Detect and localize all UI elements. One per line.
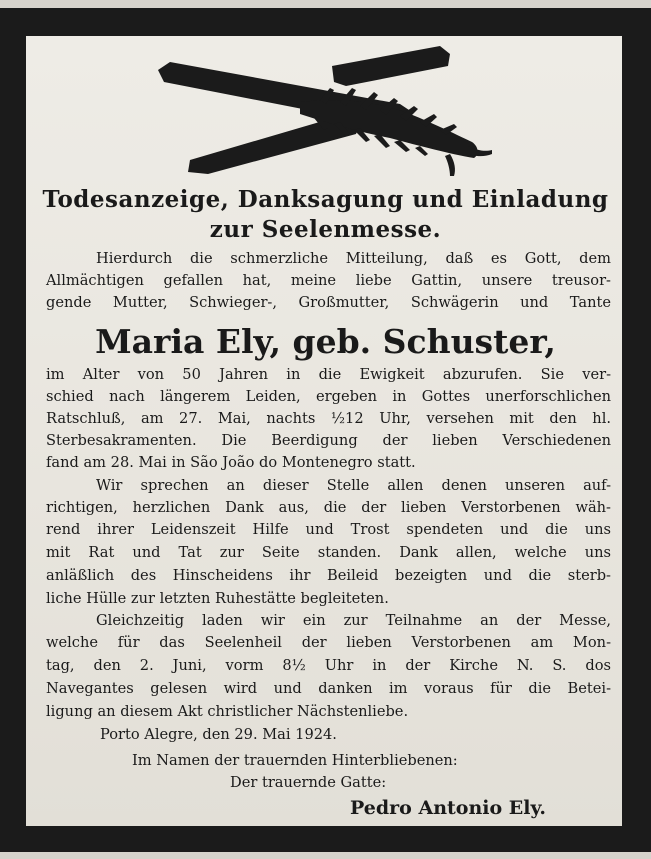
thanks-line: rend ihrer Leidenszeit Hilfe und Trost spendeten und die uns: [46, 521, 611, 538]
invitation-line: Navegantes gelesen wird und danken im voraus für die Betei-: [46, 680, 611, 697]
thanks-line: anläßlich des Hinscheidens ihr Beileid bezeigten und die sterb-: [46, 567, 611, 584]
deceased-name: Maria Ely, geb. Schuster,: [95, 322, 556, 361]
mourner-label: Der trauernde Gatte:: [230, 774, 387, 791]
on-behalf-line: Im Namen der trauernden Hinterbliebenen:: [132, 752, 458, 769]
mourning-border-right: [622, 8, 651, 852]
invitation-line: Gleichzeitig laden wir ein zur Teilnahme an der Messe,: [96, 612, 611, 629]
thanks-line: Wir sprechen an dieser Stelle allen denen unseren auf-: [96, 477, 611, 494]
intro-line: gende Mutter, Schwieger-, Großmutter, Schwägerin und Tante: [46, 294, 611, 311]
mourning-border-top: [0, 8, 651, 36]
mourning-border-bottom: [0, 826, 651, 852]
place-date: Porto Alegre, den 29. Mai 1924.: [100, 726, 337, 743]
intro-line: Allmächtigen gefallen hat, meine liebe Gattin, unsere treusor-: [46, 272, 611, 289]
mourning-border-left: [0, 8, 26, 852]
body-line: Ratschluß, am 27. Mai, nachts ½12 Uhr, versehen mit den hl.: [46, 410, 611, 427]
thanks-line: mit Rat und Tat zur Seite standen. Dank allen, welche uns: [46, 544, 611, 561]
invitation-line: welche für das Seelenheil der lieben Verstorbenen am Mon-: [46, 634, 611, 651]
invitation-line: tag, den 2. Juni, vorm 8½ Uhr in der Kirche N. S. dos: [46, 657, 611, 674]
newspaper-edge-bottom: [0, 852, 651, 859]
notice-title-line1: Todesanzeige, Danksagung und Einladung: [42, 186, 609, 213]
thanks-line: richtigen, herzlichen Dank aus, die der lieben Verstorbenen wäh-: [46, 499, 611, 516]
thanks-line: liche Hülle zur letzten Ruhestätte begleiteten.: [46, 590, 389, 607]
body-line: Sterbesakramenten. Die Beerdigung der lieben Verschiedenen: [46, 432, 611, 449]
signature-name: Pedro Antonio Ely.: [350, 797, 546, 819]
body-line: schied nach längerem Leiden, ergeben in Gottes unerforschlichen: [46, 388, 611, 405]
notice-title-line2: zur Seelenmesse.: [209, 216, 442, 243]
cross-with-palm-frond-icon: [150, 42, 500, 182]
body-line: fand am 28. Mai in São João do Montenegro statt.: [46, 454, 416, 471]
intro-line: Hierdurch die schmerzliche Mitteilung, daß es Gott, dem: [96, 250, 611, 267]
invitation-line: ligung an diesem Akt christlicher Nächstenliebe.: [46, 703, 409, 720]
body-line: im Alter von 50 Jahren in die Ewigkeit abzurufen. Sie ver-: [46, 366, 611, 383]
